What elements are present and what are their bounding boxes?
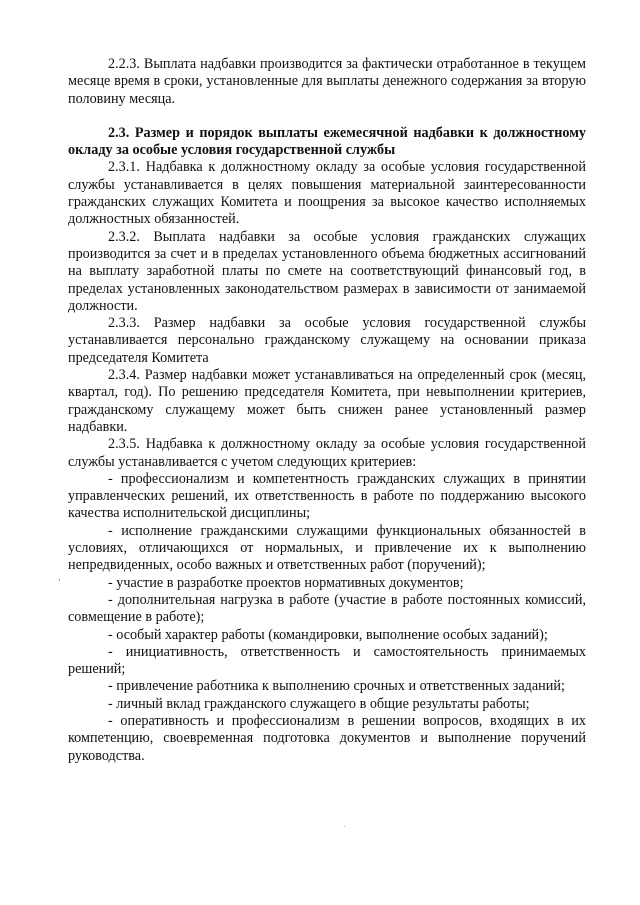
criteria-item: - исполнение гражданскими служащими функциональных обязанностей в условиях, отличающихся от нормальных, и привлечение их к выполнению непредвиденных, особо важных и ответственных работ (поручений); — [68, 522, 586, 574]
criteria-item: - участие в разработке проектов нормативных документов; — [108, 574, 464, 591]
paragraph-2-3-5: 2.3.5. Надбавка к должностному окладу за особые условия государственной службы устанавливается с учетом следующих критериев: — [68, 436, 586, 470]
scan-mark: ' — [58, 578, 61, 588]
section-heading-2-3: 2.3. Размер и порядок выплаты ежемесячной надбавки к должностному окладу за особые условия государственной службы — [68, 124, 586, 159]
criteria-item: - привлечение работника к выполнению срочных и ответственных заданий; — [108, 678, 565, 695]
criteria-item: - особый характер работы (командировки, выполнение особых заданий); — [108, 626, 548, 643]
document-page — [68, 56, 586, 765]
criteria-item: - личный вклад гражданского служащего в общие результаты работы; — [108, 695, 530, 712]
criteria-item: - профессионализм и компетентность гражданских служащих в принятии управленческих решений, их ответственность в работе по поддержанию высокого качества исполнительской дисциплины; — [68, 470, 586, 522]
criteria-item: - инициативность, ответственность и самостоятельность принимаемых решений; — [68, 643, 586, 678]
spacer — [68, 108, 586, 125]
paragraph-2-3-1: 2.3.1. Надбавка к должностному окладу за особые условия государственной службы устанавливается в целях повышения материальной заинтересованности гражданских служащих Комитета и поощрения за высокое качество исполняемых должностных обязанностей. — [68, 159, 586, 228]
paragraph-2-3-3: 2.3.3. Размер надбавки за особые условия государственной службы устанавливается персонально гражданскому служащему на основании приказа председателя Комитета — [68, 315, 586, 366]
scan-dot: . — [343, 820, 346, 829]
criteria-item: - дополнительная нагрузка в работе (участие в работе постоянных комиссий, совмещение в работе); — [68, 591, 586, 626]
criteria-item: - оперативность и профессионализм в решении вопросов, входящих в их компетенцию, своевременная подготовка документов и выполнение поручений руководства. — [68, 712, 586, 764]
paragraph-2-2-3: 2.2.3. Выплата надбавки производится за фактически отработанное в текущем месяце время в сроки, установленные для выплаты денежного содержания за вторую половину месяца. — [68, 56, 586, 107]
paragraph-2-3-2: 2.3.2. Выплата надбавки за особые условия гражданских служащих производится за счет и в пределах установленного объема бюджетных ассигнований на выплату заработной платы по смете на соответствующий финансовый год, в пределах установленных законодательством размерах в зависимости от занимаемой должности. — [68, 228, 586, 314]
paragraph-2-3-4: 2.3.4. Размер надбавки может устанавливаться на определенный срок (месяц, квартал, год). По решению председателя Комитета, при невыполнении критериев, гражданскому служащему может быть снижен ранее установленный размер надбавки. — [68, 367, 586, 435]
